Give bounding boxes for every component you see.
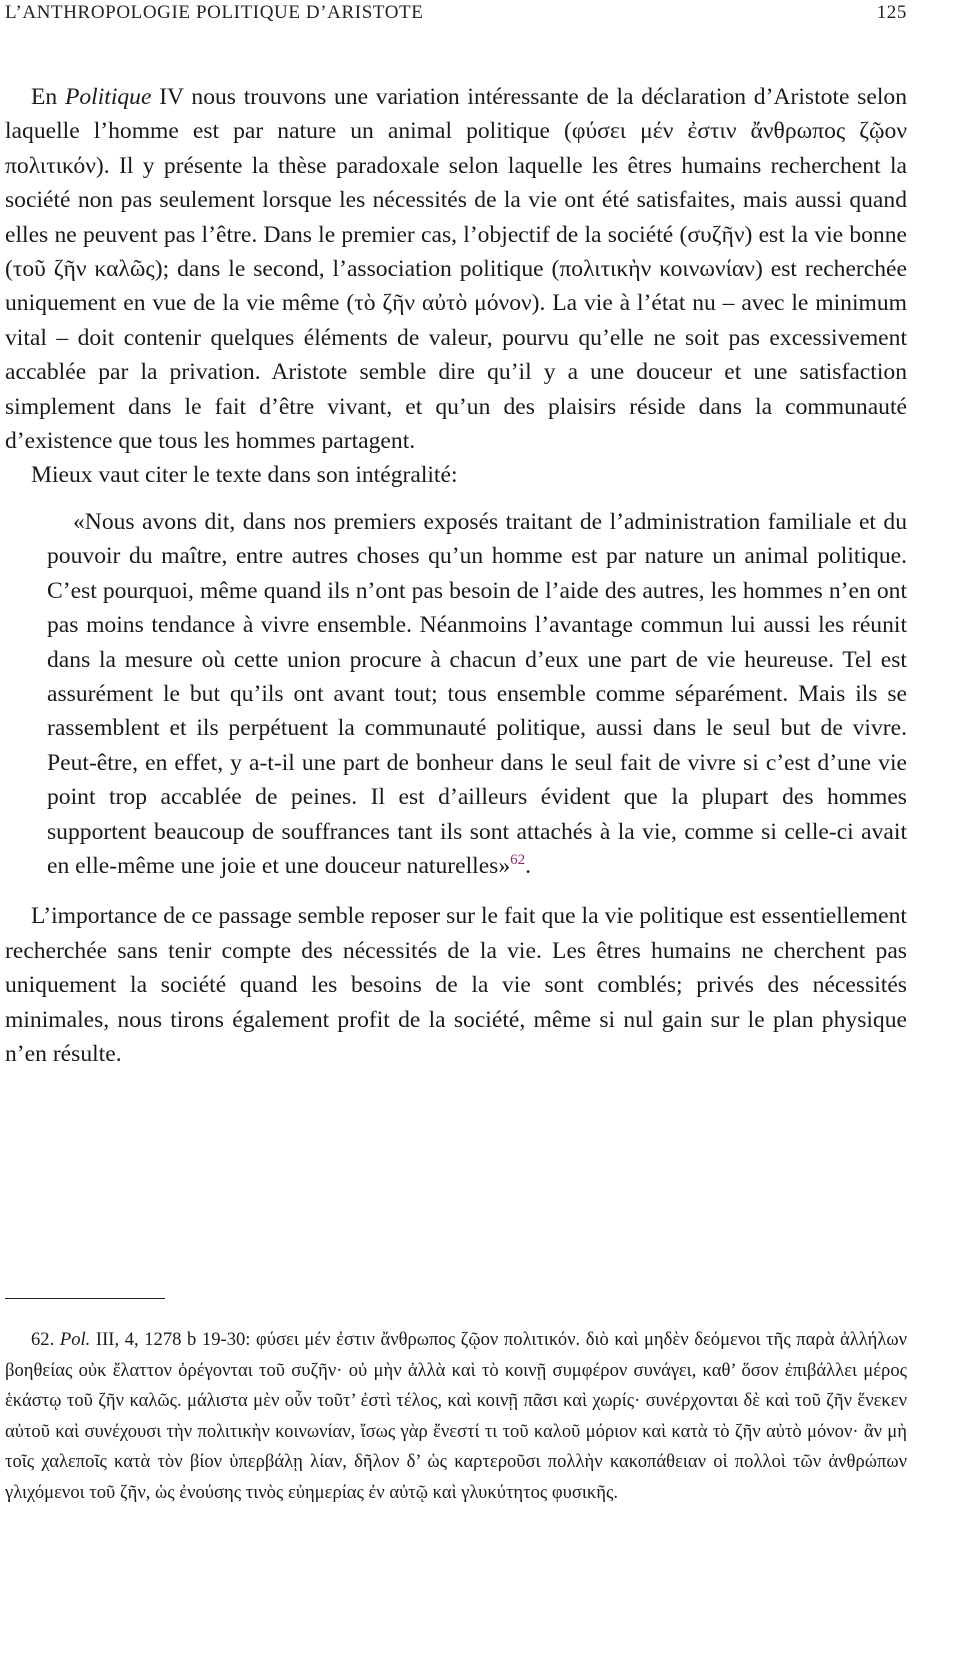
politique-title: Politique bbox=[64, 84, 152, 110]
footnote-number: 62. bbox=[31, 1329, 60, 1350]
paragraph-1 bbox=[5, 80, 907, 458]
footnote-source: Pol. bbox=[59, 1329, 91, 1350]
footnote-rule bbox=[5, 1298, 165, 1299]
footnotes bbox=[5, 1325, 907, 1509]
paragraph-2: Mieux vaut citer le texte dans son intégralité: bbox=[31, 462, 458, 489]
page-number: 125 bbox=[876, 2, 907, 23]
body-text bbox=[5, 80, 907, 1071]
block-quote bbox=[47, 505, 907, 883]
quote-end: . bbox=[525, 852, 532, 879]
running-title: L’ANTHROPOLOGIE POLITIQUE D’ARISTOTE bbox=[5, 2, 424, 23]
paragraph-1-start: En bbox=[31, 84, 65, 110]
footnote-reference[interactable]: 62 bbox=[510, 852, 526, 869]
paragraph-1-rest: IV nous trouvons une variation intéressante de la déclaration d’Aristote selon laquelle l’homme est par nature un animal politique (φύσει μέν ἐστιν ἄνθρωπος ζῷον πολιτικόν). Il y présente la thèse paradoxale selon laquelle les êtres humains recherchent la société non pas seulement lorsque les nécessités de la vie ont été satisfaites, mais aussi quand elles ne peuvent pas l’être. Dans le premier cas, l’objectif de la société (συζῆν) est la vie bonne (τοῦ ζῆν καλῶς); dans le second, l’association politique (πολιτικὴν κοινωνίαν) est recherchée uniquement en vue de la vie même (τὸ ζῆν αὐτὸ μόνον). La vie à l’état nu – avec le minimum vital – doit contenir quelques éléments de valeur, pourvu qu’elle ne soit pas excessivement accablée par la privation. Aristote semble dire qu’il y a une douceur et une satisfaction simplement dans le fait d’être vivant, et qu’un des plaisirs réside dans la communauté d’existence que tous les hommes partagent. bbox=[5, 84, 908, 455]
footnote-text: III, 4, 1278 b 19-30: φύσει μέν ἐστιν ἄνθρωπος ζῷον πολιτικόν. διὸ καὶ μηδὲν δεόμενοι τῆς παρὰ ἀλλήλων βοηθείας οὐκ ἔλαττον ὀρέγονται τοῦ συζῆν· οὐ μὴν ἀλλὰ καὶ τὸ κοινῇ συμφέρον συνάγει, καθ’ ὅσον ἐπιβάλλει μέρος ἑκάστῳ τοῦ ζῆν καλῶς. μάλιστα μὲν οὖν τοῦτ’ ἐστὶ τέλος, καὶ κοινῇ πᾶσι καὶ χωρίς· συνέρχονται δὲ καὶ τοῦ ζῆν ἕνεκεν αὐτοῦ καὶ συνέχουσι τὴν πολιτικὴν κοινωνίαν, ἴσως γὰρ ἔνεστί τι τοῦ καλοῦ μόριον καὶ κατὰ τὸ ζῆν αὐτὸ μόνον· ἂν μὴ τοῖς χαλεποῖς κατὰ τὸν βίον ὑπερβάλῃ λίαν, δῆλον δ’ ὡς καρτεροῦσι πολλὴν κακοπάθειαν οἱ πολλοὶ τῶν ἀνθρώπων γλιχόμενοι τοῦ ζῆν, ὡς ἐνούσης τινὸς εὐημερίας ἐν αὐτῷ καὶ γλυκύτητος φυσικῆς. bbox=[5, 1329, 908, 1503]
quote-text: «Nous avons dit, dans nos premiers exposés traitant de l’administration familiale et du pouvoir du maître, entre autres choses qu’un homme est par nature un animal politique. C’est pourquoi, même quand ils n’ont pas besoin de l’aide des autres, les hommes n’en ont pas moins tendance à vivre ensemble. Néanmoins l’avantage commun lui aussi les réunit dans la mesure où cette union procure à chacun d’eux une part de vie heureuse. Tel est assurément le but qu’ils ont avant tout; tous ensemble comme séparément. Mais ils se rassemblent et ils perpétuent la communauté politique, aussi dans le seul but de vivre. Peut-être, en effet, y a-t-il une part de bonheur dans le seul fait de vivre si c’est d’une vie point trop accablée de peines. Il est d’ailleurs évident que la plupart des hommes supportent beaucoup de souffrances tant ils sont attachés à la vie, comme si celle-ci avait en elle-même une joie et une douceur naturelles» bbox=[47, 508, 907, 879]
footnote-62 bbox=[5, 1325, 907, 1509]
running-head bbox=[5, 2, 907, 26]
paragraph-3: L’importance de ce passage semble reposer sur le fait que la vie politique est essentiellement recherchée sans tenir compte des nécessités de la vie. Les êtres humains ne cherchent pas uniquement la société quand les besoins de la vie sont comblés; privés des nécessités minimales, nous tirons également profit de la société, même si nul gain sur le plan physique n’en résulte. bbox=[5, 903, 907, 1067]
